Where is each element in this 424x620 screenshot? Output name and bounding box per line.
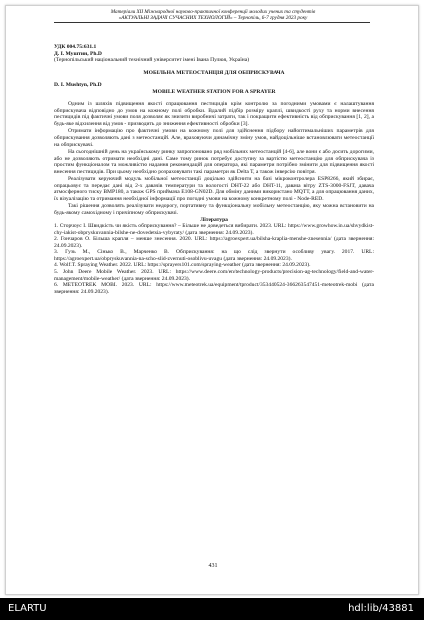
paragraph: Одним із шляхів підвищення якості спрацювання пестицидів крім контролю за погодними умовами є налаштування обприскувача відповідно до умов на кожному полі обробки. Вдалий підбір розміру краплі, швидкості руху та норми внесення пестицидів під фактичні умови поля дозволяє як знизити виробничі затрати, так і покращити ефективність від обприскування [1, 2], а будь-яке відхилення від умов - призводить до зниження ефективності обробки [3]. [54,101,374,127]
udk-code: УДК 004.75:631.1 [54,44,97,50]
reference-item: 6. METEOTREK MOBI. 2023. URL: https://www.meteotrek.ua/equipment/tproduct/353440524-366263547451-meteotrek-mobi (дата звернення: 24.09.2023). [54,282,374,295]
author-uk: Д. І. Муштин, Ph.D [54,50,102,57]
reference-item: 4. Wolf.T. Spraying Weather. 2022. URL: https://sprayers101.com/spraying-weather (дата звернення: 24.09.2023). [54,262,311,269]
paragraph: Отримати інформацію про фактичні умови на кожному полі для здійснення підбору найоптимальніших параметрів для обприскування дозволяють дані з метеостанцій. Але, враховуючи динамічну зміну умов, найдоцільніше встановлювати метеостанції на обприскувачі. [54,128,374,148]
repository-footer-bar [0,598,424,620]
author-en: D. I. Mushtyn, Ph.D [54,82,102,89]
affiliation: (Тернопільський національний технічний університет імені Івана Пулюя, Україна) [54,57,250,64]
conference-header-line2: «АКТУАЛЬНІ ЗАДАЧІ СУЧАСНИХ ТЕХНОЛОГІЙ» – Тернопіль, 6-7 грудня 2023 року [118,15,308,22]
title-uk: МОБІЛЬНА МЕТЕОСТАНЦІЯ ДЛЯ ОБПРИСКУВАЧА [143,69,285,76]
article-body [54,44,374,295]
paragraph: На сьогоднішній день на українському ринку запропоновано ряд мобільних метеостанцій [4-6], але вони є або досить дорогими, або не дозволяють отримати необхідні дані. Саме тому ринок потребує доступну за вартістю метеостанцію для обприскувача із простим функціоналом та можливістю надання рекомендацій для оператора, які параметри потрібно змінити для підвищення якості внесення пестицидів. При цьому необхідно розраховувати такі параметри як Delta T, а також інверсію повітря. [54,149,374,175]
conference-header-line1: Матеріали XII Міжнародної науково-практичної конференції молодих учених та студентів [110,9,316,15]
reference-item: 5. John Deere Mobile Weather. 2023. URL: https://www.deere.com/en/technology-products/precision-ag-technology/field-and-water-management/mobile-weather/ (дата звернення: 24.09.2023). [54,268,374,282]
conference-header [6,9,419,21]
title-en: MOBILE WEATHER STATION FOR A SPRAYER [152,88,276,95]
footer-handle-link[interactable]: hdl:lib/43881 [348,603,414,614]
reference-item: 1. Сторчоус І. Швидкість чи якість обприскування? – Більше не доведеться вибирати. 2023. URL: https://www.growhow.in.ua/shvydkist-chy-iakist-obpryskuvannia-bilshe-ne-dovedetsia-vybyraty/ (дата звернення: 24.09.2023). [54,223,374,236]
reference-item: 3. Гузь М., Сінько В., Марченко В. Обприскування: на що слід звернути особливу увагу. 2017. URL: https://agroexpert.ua/obpryskuvannia-na-scho-slid-zvernuti-osoblivu-uvagu (дата звернення: 24.09.2023). [54,249,374,262]
paragraph: Такі рішення дозволять реалізувати недорогу, портативну та функціональну мобільну метеостанцію, яку можна встановити на будь-якому самохідному і причіпному обприскувачі. [54,203,374,217]
page-number: 431 [208,563,218,569]
footer-repository-name: ELARTU [8,603,47,614]
header-rule [54,22,370,23]
references-title: Література [200,216,228,223]
paper-page [5,5,419,595]
paragraph: Реалізувати керуючий модуль мобільної метеостанції доцільно здійснити на базі мікроконтролера ESP8266, який збирає, опрацьовує та передає дані від 2-х давачів температури та вологості DHT-22 або DHT-11, давача вітру ZTS-3000-FSJT, давача атмосферного тиску BMP180, а також GPS приймача E108-GN02D. Для обміну даними використано MQTT, а для опрацювання даних, їх візуалізацію та отримання необхідної інформації про погодні умови на кожному конкретному полі - Node-RED. [54,176,374,202]
reference-item: 2. Гончаров О. Більша крапля – менше знесення. 2020. URL: https://agroexpert.ua/bilsha-kraplia-menshe-znesennia/ (дата звернення: 24.09.2023). [54,236,374,249]
